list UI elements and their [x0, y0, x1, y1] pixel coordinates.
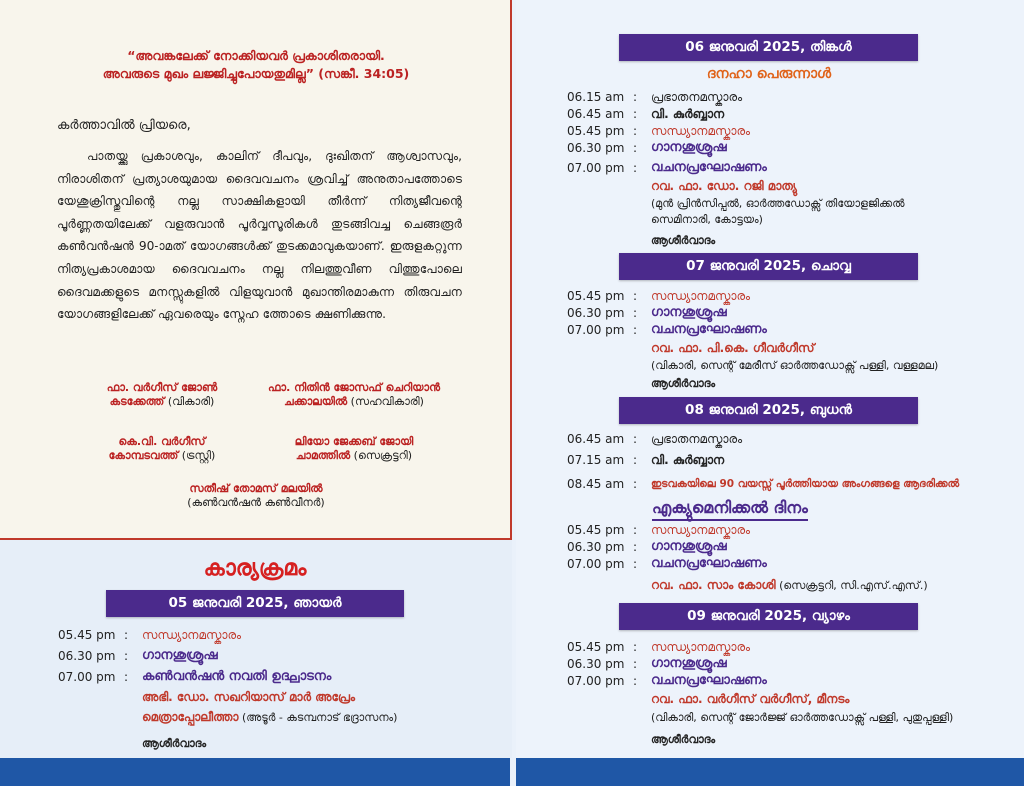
speaker-note: (അടൂർ - കടമ്പനാട് ഭദ്രാസനം) — [241, 711, 398, 724]
schedule-row — [58, 648, 498, 664]
colon: : — [633, 640, 638, 654]
letter-paragraph: പാതയ്ക്കു പ്രകാശവും, കാലിന് ദീപവും, ദുഃഖിതന് ആശ്വാസവും, നിരാശിതന് പ്രത്യാശയുമായ ദൈവവചനം ശ്രവിച്ച് അനുതാപത്തോടെ യേശുക്രിസ്തുവിന്റെ നല്ല സാക്ഷികളായി തീർന്ന് നിത്യജീവന്റെ പൂർണ്ണതയിലേക്ക് വളരുവാൻ പൂർവ്വസൂരികൾ തുടങ്ങിവച്ച ചെങ്ങരൂർ കൺവൻഷൻ 90-ാമത് യോഗങ്ങൾക്ക് തുടക്കമാവുകയാണ്. ഇരുളകറ്റുന്ന നിത്യപ്രകാശമായ ദൈവവചനം നല്ല നിലത്തുവീണ വിത്തുപോലെ ദൈവമക്കളുടെ മനസ്സുകളിൽ വിളയുവാൻ മുഖാന്തിരമാകുന്ന തിരുവചന യോഗങ്ങളിലേക്ക് ഏവരെയും സ്നേഹ ത്തോടെ ക്ഷണിക്കുന്നു. — [57, 149, 462, 322]
colon: : — [633, 306, 638, 320]
time: 06.30 pm — [567, 306, 625, 320]
time: 05.45 pm — [58, 628, 116, 642]
schedule-row — [567, 556, 1007, 572]
event: സന്ധ്യാനമസ്കാരം — [142, 628, 242, 642]
time: 05.45 pm — [567, 523, 625, 537]
speaker-name: റവ. ഫാ. സാം കോശി — [651, 578, 776, 592]
date-header-jan08: 08 ജനുവരി 2025, ബുധൻ — [619, 397, 918, 424]
time: 07.15 am — [567, 453, 625, 467]
event: സന്ധ്യാനമസ്കാരം — [651, 523, 751, 537]
colon: : — [633, 477, 638, 491]
schedule-row — [567, 322, 1007, 338]
time: 05.45 pm — [567, 640, 625, 654]
speaker-note: (വികാരി, സെന്റ് മേരീസ് ഓർത്തഡോക്സ് പള്ളി, വള്ളമല) — [651, 359, 939, 372]
time: 08.45 am — [567, 477, 625, 491]
date-header-jan05: 05 ജനുവരി 2025, ഞായർ — [106, 590, 404, 617]
schedule-row — [567, 123, 1007, 139]
colon: : — [633, 90, 638, 104]
colon: : — [633, 432, 638, 446]
schedule-row — [567, 431, 1007, 447]
schedule-row — [58, 669, 498, 685]
programme-title: കാര്യക്രമം — [203, 556, 307, 581]
schedule-row — [567, 673, 1007, 689]
colon: : — [633, 540, 638, 554]
speaker-name: അഭി. ഡോ. സഖറിയാസ് മാർ അപ്രേം — [142, 690, 356, 704]
quote-line-1: “അവങ്കലേക്ക് നോക്കിയവർ പ്രകാശിതരായി. — [127, 48, 385, 63]
event: ഗാനശുശ്രൂഷ — [651, 539, 727, 554]
colon: : — [633, 107, 638, 121]
time: 07.00 pm — [567, 323, 625, 337]
event: ഇടവകയിലെ 90 വയസ്സ് പൂർത്തിയായ അംഗങ്ങളെ ആദരിക്കൽ — [651, 478, 960, 490]
colon: : — [124, 670, 129, 684]
colon: : — [633, 141, 638, 155]
event: വി. കുർബ്ബാന — [651, 453, 725, 467]
blessing: ആശീർവാദം — [651, 234, 716, 247]
event: കൺവൻഷൻ നവതി ഉദ്ഘാടനം — [142, 669, 332, 684]
schedule-row — [567, 522, 1007, 538]
signatory-role: (സെക്രട്ടറി) — [353, 449, 413, 462]
quote-line-2: അവരുടെ മുഖം ലജ്ജിച്ചുപോയതുമില്ല” (സങ്കീ. 34:05) — [102, 66, 410, 81]
event: സന്ധ്യാനമസ്കാരം — [651, 289, 751, 303]
schedule-row — [567, 160, 1007, 176]
speaker-name: റവ. ഫാ. വർഗീസ് വർഗീസ്, മീനടം — [651, 692, 850, 706]
time: 07.00 pm — [567, 161, 625, 175]
date-header-jan06: 06 ജനുവരി 2025, തിങ്കൾ — [619, 34, 918, 61]
event: പ്രഭാതനമസ്കാരം — [651, 432, 743, 446]
schedule-row — [567, 89, 1007, 105]
ecumenical-day-title: എക്യുമെനിക്കൽ ദിനം — [652, 498, 808, 521]
signatory-secretary — [254, 435, 454, 463]
time: 07.00 pm — [58, 670, 116, 684]
colon: : — [633, 323, 638, 337]
colon: : — [633, 674, 638, 688]
colon: : — [633, 557, 638, 571]
speaker-line — [142, 710, 397, 725]
event: ഗാനശുശ്രൂഷ — [142, 648, 218, 663]
schedule-row — [567, 639, 1007, 655]
schedule-row — [567, 140, 1007, 156]
time: 05.45 pm — [567, 289, 625, 303]
colon: : — [124, 649, 129, 663]
signatory-role: (കൺവൻഷൻ കൺവീനർ) — [187, 496, 325, 509]
signatory-name: കെ.വി. വർഗീസ് — [118, 435, 206, 448]
schedule-row — [567, 305, 1007, 321]
time: 05.45 pm — [567, 124, 625, 138]
event: ഗാനശുശ്രൂഷ — [651, 656, 727, 671]
colon: : — [633, 657, 638, 671]
time: 06.30 pm — [567, 141, 625, 155]
schedule-row — [567, 288, 1007, 304]
fold-divider — [510, 758, 516, 786]
invitation-letter — [0, 0, 512, 540]
schedule-row — [567, 106, 1007, 122]
speaker-name: റവ. ഫാ. ഡോ. റജി മാത്യു — [651, 179, 797, 193]
colon: : — [633, 124, 638, 138]
date-header-jan07: 07 ജനുവരി 2025, ചൊവ്വ — [619, 253, 918, 280]
schedule-row — [567, 539, 1007, 555]
signatory-assistant-vicar — [254, 381, 454, 409]
signatory-name: ലിയോ ജേക്കബ് ജോയി — [294, 435, 414, 448]
speaker-note: (സെക്രട്ടറി, സി.എസ്.എസ്.) — [779, 579, 928, 592]
time: 06.15 am — [567, 90, 625, 104]
time: 06.45 am — [567, 432, 625, 446]
signatory-role: (സഹവികാരി) — [350, 395, 424, 408]
schedule-row — [567, 656, 1007, 672]
blessing: ആശീർവാദം — [651, 733, 716, 746]
time: 07.00 pm — [567, 674, 625, 688]
event: ഗാനശുശ്രൂഷ — [651, 140, 727, 155]
colon: : — [633, 161, 638, 175]
time: 06.30 pm — [58, 649, 116, 663]
event: വചനപ്രഘോഷണം — [651, 160, 767, 175]
event: വചനപ്രഘോഷണം — [651, 322, 767, 337]
signatory-house: കടക്കേത്ത് — [109, 395, 165, 408]
event: വചനപ്രഘോഷണം — [651, 673, 767, 688]
signatory-house: കോമ്പടവത്ത് — [108, 449, 179, 462]
blessing: ആശീർവാദം — [142, 737, 207, 750]
signatory-role: (വികാരി) — [167, 395, 215, 408]
colon: : — [633, 289, 638, 303]
schedule-row — [567, 452, 1007, 468]
event: സന്ധ്യാനമസ്കാരം — [651, 640, 751, 654]
date-header-jan09: 09 ജനുവരി 2025, വ്യാഴം — [619, 603, 918, 630]
event: വി. കുർബ്ബാന — [651, 107, 725, 121]
greeting: കർത്താവിൽ പ്രിയരെ, — [57, 118, 191, 133]
speaker-note: സെമിനാരി, കോട്ടയം) — [651, 213, 763, 226]
speaker-line — [651, 578, 928, 593]
signatory-convener — [156, 482, 356, 510]
time: 06.30 pm — [567, 540, 625, 554]
time: 07.00 pm — [567, 557, 625, 571]
signatory-name: ഫാ. വർഗീസ് ജോൺ — [106, 381, 218, 394]
event: സന്ധ്യാനമസ്കാരം — [651, 124, 751, 138]
signatory-house: ചാമത്തിൽ — [295, 449, 351, 462]
signatory-house: ചക്കാലയിൽ — [284, 395, 348, 408]
event: പ്രഭാതനമസ്കാരം — [651, 90, 743, 104]
colon: : — [633, 453, 638, 467]
speaker-title: മെത്രാപ്പോലീത്താ — [142, 710, 239, 724]
signatory-name: സതീഷ് തോമസ് മലയിൽ — [189, 482, 323, 495]
speaker-note: (മുൻ പ്രിൻസിപ്പൽ, ഓർത്തഡോക്സ് തിയോളജിക്കൽ — [651, 197, 905, 210]
blessing: ആശീർവാദം — [651, 377, 716, 390]
time: 06.45 am — [567, 107, 625, 121]
speaker-note: (വികാരി, സെന്റ് ജോർജ്ജ് ഓർത്തഡോക്സ് പള്ളി, പുതുപ്പള്ളി) — [651, 711, 954, 724]
event: വചനപ്രഘോഷണം — [651, 556, 767, 571]
time: 06.30 pm — [567, 657, 625, 671]
schedule-row — [58, 627, 498, 643]
signatory-vicar — [62, 381, 262, 409]
colon: : — [633, 523, 638, 537]
colon: : — [124, 628, 129, 642]
feast-title: ദനഹാ പെരുന്നാൾ — [706, 66, 832, 82]
speaker-name: റവ. ഫാ. പി.കെ. ഗീവർഗീസ് — [651, 341, 815, 355]
event: ഗാനശുശ്രൂഷ — [651, 305, 727, 320]
signatory-role: (ട്രസ്റ്റി) — [181, 449, 216, 462]
footer-band — [0, 758, 1024, 786]
schedule-row — [567, 476, 1012, 492]
signatory-trustee — [62, 435, 262, 463]
signatory-name: ഫാ. നിതിൻ ജോസഫ് ചെറിയാൻ — [267, 381, 441, 394]
